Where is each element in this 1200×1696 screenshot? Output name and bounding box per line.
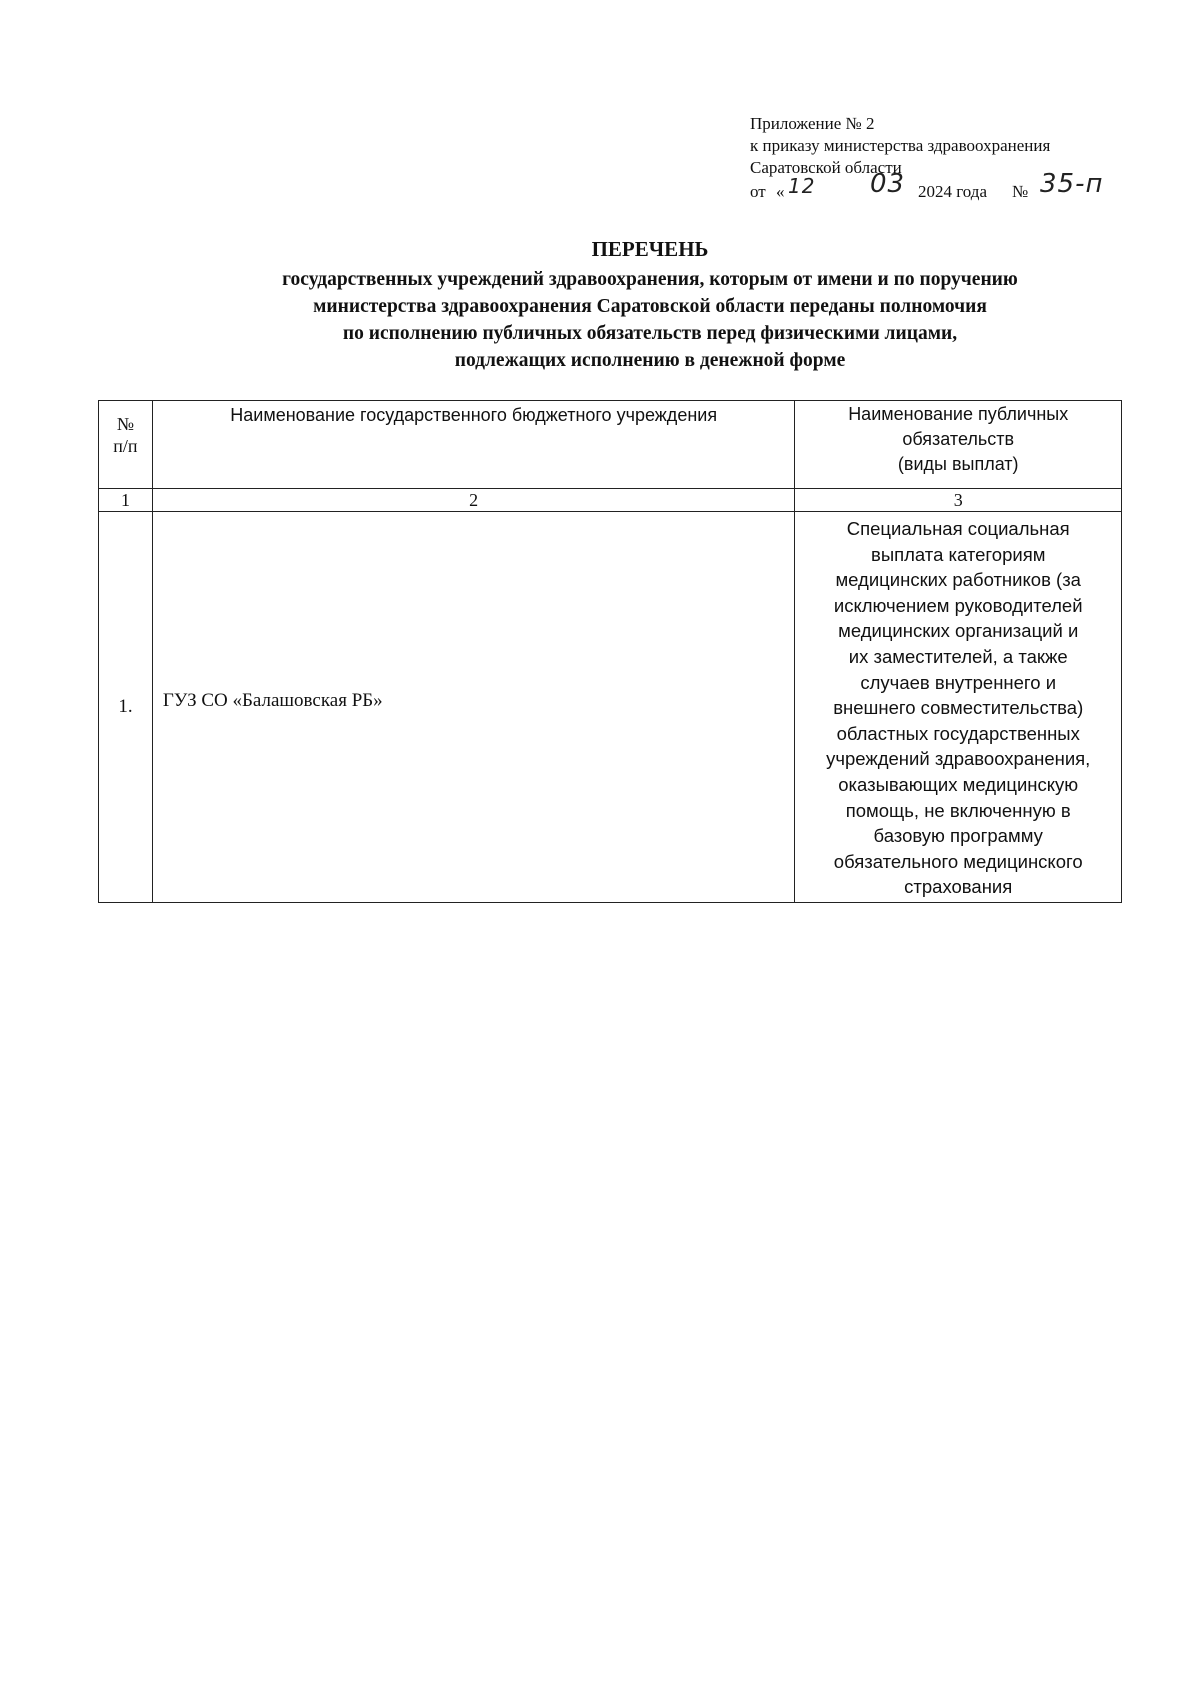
obligation-line: случаев внутреннего и — [860, 671, 1057, 693]
obligation-line: выплата категориям — [870, 543, 1046, 565]
obligation-line: обязательного медицинского — [833, 850, 1083, 872]
column-index: 2 — [152, 489, 795, 512]
obligation-line: их заместителей, а также — [848, 645, 1068, 667]
header-obligations-line: Наименование публичных — [848, 404, 1069, 424]
obligation-line: исключением руководителей — [833, 594, 1083, 616]
header-institution-name: Наименование государственного бюджетного учреждения — [152, 401, 795, 489]
header-obligations-line: (виды выплат) — [897, 454, 1019, 474]
institutions-table — [98, 400, 1122, 903]
header-number-pp: п/п — [113, 436, 138, 456]
obligation-line: медицинских работников (за — [835, 569, 1081, 591]
date-prefix: от — [750, 182, 766, 201]
row-number: 1. — [99, 512, 153, 903]
handwritten-month: 03 — [870, 169, 906, 199]
obligation-line: внешнего совместительства) — [833, 697, 1084, 719]
header-obligations-line: обязательств — [902, 429, 1015, 449]
obligation-line: медицинских организаций и — [838, 620, 1079, 642]
quote-open: « — [776, 182, 785, 201]
order-number-label: № — [1012, 182, 1029, 201]
handwritten-order-number: 35-п — [1040, 169, 1104, 199]
appendix-title: Приложение № 2 — [750, 114, 875, 133]
order-date-line — [750, 169, 1150, 203]
table-row — [99, 512, 1122, 903]
obligation-line: базовую программу — [873, 825, 1043, 847]
table-header-row — [99, 401, 1122, 489]
appendix-region: Саратовской области — [750, 158, 902, 177]
document-title: ПЕРЕЧЕНЬ — [591, 237, 709, 261]
obligation-line: оказывающих медицинскую — [838, 773, 1079, 795]
document-title-block — [90, 236, 1200, 374]
appendix-block — [750, 113, 1150, 203]
subtitle-line-3: по исполнению публичных обязательств перед физическими лицами, — [342, 323, 958, 344]
column-index: 1 — [99, 489, 153, 512]
row-obligation — [795, 512, 1122, 903]
obligation-line: помощь, не включенную в — [845, 799, 1071, 821]
header-number-sign: № — [116, 414, 135, 434]
header-obligations — [795, 401, 1122, 489]
subtitle-line-4: подлежащих исполнению в денежной форме — [454, 350, 846, 371]
subtitle-line-1: государственных учреждений здравоохранения, которым от имени и по поручению — [282, 269, 1018, 290]
obligation-line: Специальная социальная — [846, 518, 1070, 539]
row-institution-name: ГУЗ СО «Балашовская РБ» — [152, 512, 795, 903]
column-index: 3 — [795, 489, 1122, 512]
obligation-line: учреждений здравоохранения, — [826, 748, 1091, 770]
handwritten-day: 12 — [788, 174, 816, 198]
header-number — [99, 401, 153, 489]
order-year: 2024 года — [918, 182, 988, 201]
subtitle-line-2: министерства здравоохранения Саратовской области переданы полномочия — [313, 296, 987, 317]
column-index-row — [99, 489, 1122, 512]
obligation-line: страхования — [904, 876, 1013, 898]
appendix-order-ref: к приказу министерства здравоохранения — [750, 136, 1051, 155]
obligation-line: областных государственных — [836, 722, 1080, 744]
